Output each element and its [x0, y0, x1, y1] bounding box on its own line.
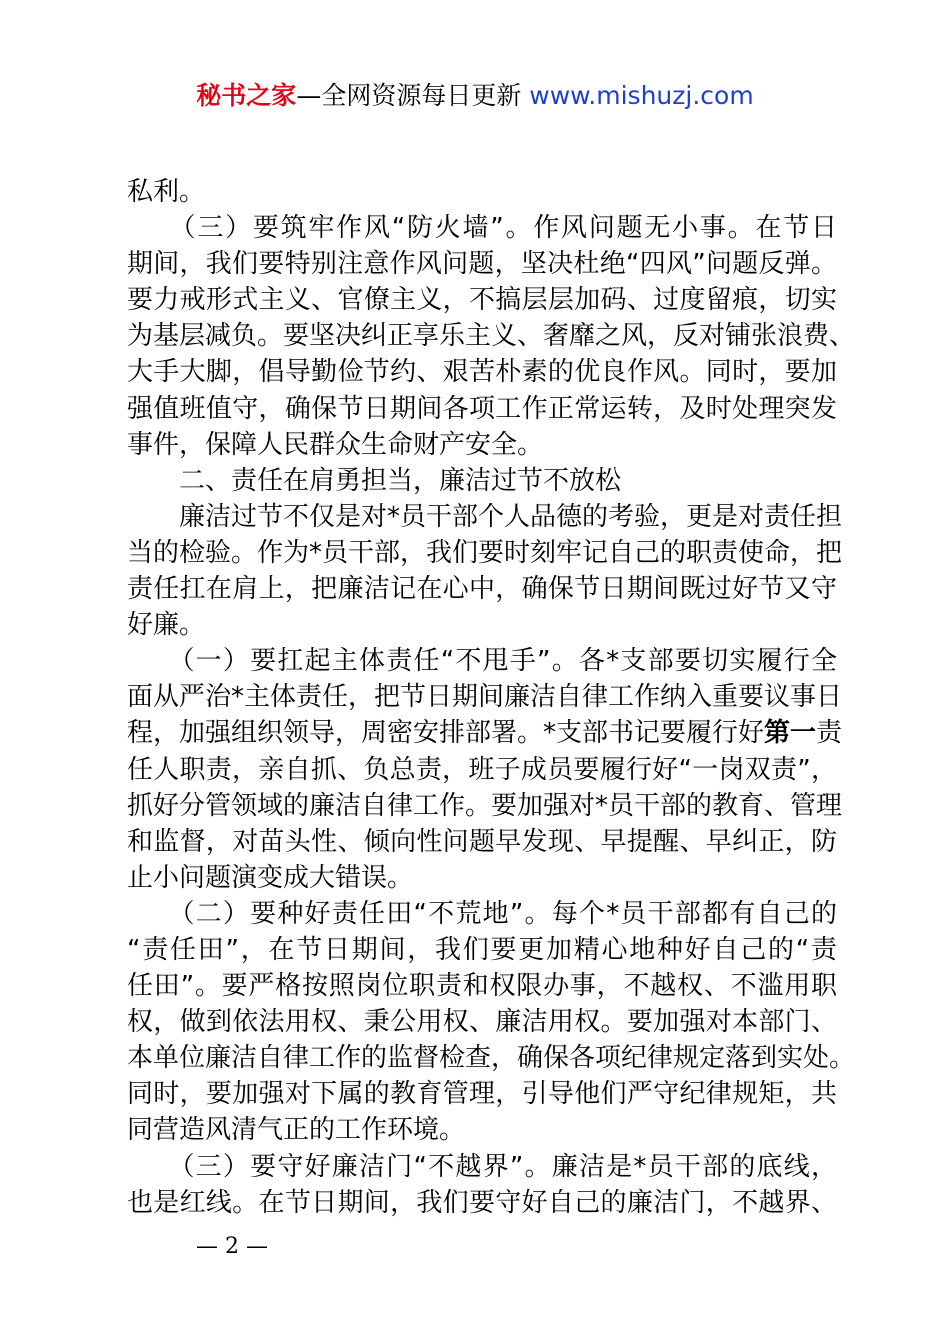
text-line: 事件，保障人民群众生命财产安全。 — [127, 429, 544, 460]
text-line: 好廉。 — [127, 610, 206, 641]
site-url-link[interactable]: www.mishuzj.com — [529, 81, 754, 110]
text-line: （一）要扛起主体责任“不甩手”。各*支部要切实履行全 — [127, 646, 837, 677]
text-line: 当的检验。作为*员干部，我们要时刻牢记自己的职责使命，把 — [127, 537, 843, 568]
site-tagline: —全网资源每日更新 — [296, 81, 530, 110]
text-line-with-bold — [127, 715, 843, 751]
text-line: 也是红线。在节日期间，我们要守好自己的廉洁门，不越界、 — [127, 1187, 837, 1218]
text-line: （三）要筑牢作风“防火墙”。作风问题无小事。在节日 — [127, 213, 837, 244]
document-body — [127, 174, 856, 1221]
text-line: 私利。 — [127, 177, 206, 207]
text-fragment: 程，加强组织领导，周密安排部署。*支部书记要履行好 — [127, 718, 765, 749]
text-fragment: 责 — [816, 718, 843, 749]
text-line: 任田”。要严格按照岗位职责和权限办事，不越权、不滥用职 — [127, 971, 837, 1002]
text-line: 面从严治*主体责任，把节日期间廉洁自律工作纳入重要议事日 — [127, 682, 843, 713]
text-line: （二）要种好责任田“不荒地”。每个*员干部都有自己的 — [127, 898, 837, 929]
section-heading: 二、责任在肩勇担当，廉洁过节不放松 — [127, 465, 622, 496]
text-line: 强值班值守，确保节日期间各项工作正常运转，及时处理突发 — [127, 393, 837, 424]
text-line: 任人职责，亲自抓、负总责，班子成员要履行好“一岗双责”， — [127, 754, 837, 785]
text-line: “责任田”，在节日期间，我们要更加精心地种好自己的“责 — [127, 934, 837, 965]
text-line: 权，做到依法用权、秉公用权、廉洁用权。要加强对本部门、 — [127, 1007, 837, 1038]
site-brand: 秘书之家 — [196, 81, 297, 110]
text-line: 同时，要加强对下属的教育管理，引导他们严守纪律规矩，共 — [127, 1079, 837, 1110]
text-line: 和监督，对苗头性、倾向性问题早发现、早提醒、早纠正，防 — [127, 826, 837, 857]
bold-text: 第一 — [764, 718, 817, 749]
text-line: 责任扛在肩上，把廉洁记在心中，确保节日期间既过好节又守 — [127, 574, 837, 605]
text-line: 止小问题演变成大错误。 — [127, 862, 414, 893]
text-line: 大手大脚，倡导勤俭节约、艰苦朴素的优良作风。同时，要加 — [127, 357, 837, 388]
text-line: 要力戒形式主义、官僚主义，不搞层层加码、过度留痕，切实 — [127, 285, 837, 316]
text-line: 廉洁过节不仅是对*员干部个人品德的考验，更是对责任担 — [127, 501, 843, 532]
text-line: 为基层减负。要坚决纠正享乐主义、奢靡之风，反对铺张浪费、 — [127, 321, 856, 352]
text-line: 抓好分管领域的廉洁自律工作。要加强对*员干部的教育、管理 — [127, 790, 843, 821]
text-line: 同营造风清气正的工作环境。 — [127, 1115, 466, 1146]
text-line: （三）要守好廉洁门“不越界”。廉洁是*员干部的底线， — [127, 1151, 837, 1182]
text-line: 期间，我们要特别注意作风问题，坚决杜绝“四风”问题反弹。 — [127, 249, 837, 280]
site-header — [0, 80, 950, 112]
text-line: 本单位廉洁自律工作的监督检查，确保各项纪律规定落到实处。 — [127, 1043, 856, 1074]
page-number: — 2 — — [196, 1234, 268, 1259]
